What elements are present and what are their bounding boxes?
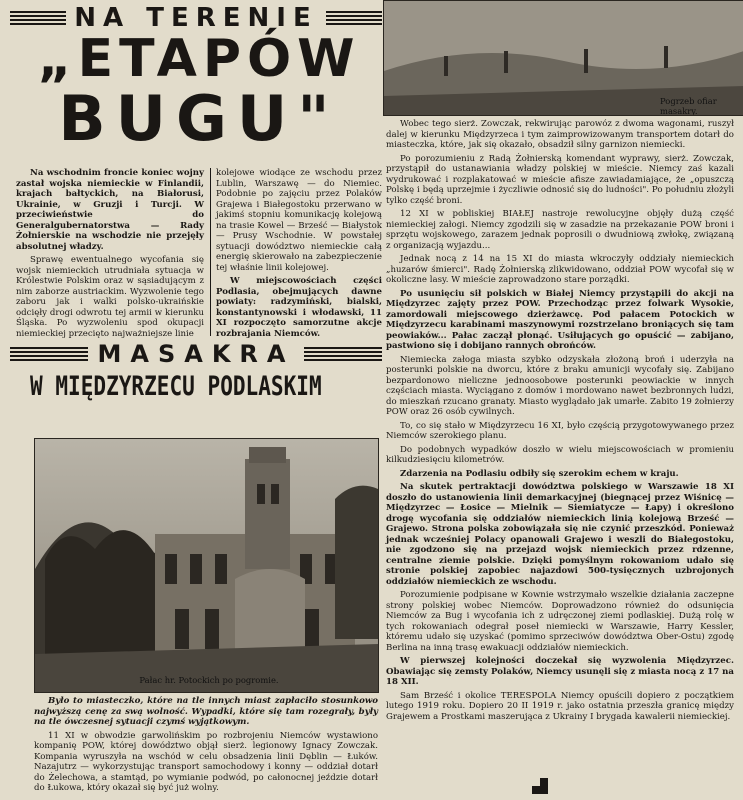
header-na-terenie: NA TERENIE (74, 3, 318, 33)
section-stripes-left (10, 347, 88, 361)
lead-paragraph: Było to miasteczko, które na tle innych miast zapłaciło stosunkowo najwyższą cenę za swą wolność. Wypadki, które się tam rozegrały, były na tle ówczesnej sytuacji czymś wyjątkowym. (34, 696, 378, 727)
funeral-photo-caption: Pogrzeb ofiar masakry. (660, 96, 717, 116)
right-column (386, 119, 734, 725)
header-stripes-left (10, 11, 66, 25)
intro-paragraph-2: Sprawę ewentualnego wycofania się wojsk niemieckich utrudniała sytuacja w Królestwie Polskim oraz w sąsiadującym z nim zaborze austriackim. Wyzwolenie tego zaboru jak i walki polsko-ukraińskie odcięły drogi odwrotu tej armii w kierunku Śląska. Po wyzwoleniu spod okupacji niemieckiej przecięto najważniejsze linie (16, 255, 204, 339)
column-divider (210, 168, 211, 336)
section-subtitle: W MIĘDZYRZECU PODLASKIM (30, 371, 322, 402)
right-paragraph-11: Porozumienie podpisane w Kownie wstrzymało wszelkie działania zaczepne strony polskiej wobec Niemców. Doprowadzono również do odsunięcia Niemców za Bug i wycofania ich z udręczonej ziemi podlaskiej. Dużą rolę w tych rokowaniach odegrał poseł niemiecki w Warszawie, Harry Kessler, któremu udało się uzyskać (pomimo sprzeciwów dowództwa Ober-Ostu) zgodę Berlina na inną trasę ewakuacji oddziałów niemieckich. (386, 590, 734, 653)
intro-right-column (216, 168, 382, 342)
intro-paragraph-3: kolejowe wiodące ze wschodu przez Lublin, Warszawę — do Niemiec. Podobnie po zajęciu przez Polaków Grajewa i Białegostoku przerwano w jakimś stopniu komunikację kolejową na trasie Kowel — Brześć — Białystok — Prusy Wschodnie. W powstałej sytuacji dowództwo niemieckie całą energię skierowało na zabezpieczenie tej właśnie linii kolejowej. (216, 168, 382, 273)
right-paragraph-12: W pierwszej kolejności doczekał się wyzwolenia Międzyrzec. Obawiając się zemsty Polaków, Niemcy usunęli się z miasta nocą z 17 na 18 XII. (386, 656, 734, 687)
left-bottom-text (34, 696, 378, 797)
intro-left-column (16, 168, 204, 342)
right-paragraph-1: Wobec tego sierż. Zowczak, rekwirując parowóz z dwoma wagonami, ruszył dalej w kierunku Międzyrzeca i tym zaimprowizowanym transportem dotarł do miasteczka, które, jak się okazało, obsadził silny garnizon niemiecki. (386, 119, 734, 150)
right-paragraph-7: To, co się stało w Międzyrzecu 16 XI, było częścią przygotowywanego przez Niemców szerokiego planu. (386, 420, 734, 441)
palace-photo-caption: Pałac hr. Potockich po pogromie. (139, 675, 279, 685)
header-stripes-right (326, 11, 382, 25)
header-bugu: BUGU" (58, 82, 340, 155)
right-paragraph-9: Zdarzenia na Podlasiu odbiły się szerokim echem w kraju. (400, 468, 679, 479)
right-paragraph-10: Na skutek pertraktacji dowództwa polskiego w Warszawie 18 XI doszło do ustanowienia linii demarkacyjnej (biegnącej przez Wiśnicę — Międzyrzec — Łosice — Mielnik — Siemiatycze — Łapy) i określono drogę wycofania się oddziałów niemieckich linią kolejową Brześć — Grajewo. Strona polska zobowiązała się nie czynić przeszkód. Ponieważ jednak wcześniej Polacy opanowali Grajewo i weszli do Białegostoku, nie zgodzono się na przejazd wojsk niemieckich przez rdzenne, centralne ziemie polskie. Dzięki pomyślnym rokowaniom udało się stronie polskiej zapobiec najazdowi 500-tysięcznych uzbrojonych oddziałów niemieckich ze wschodu. (386, 482, 734, 587)
right-paragraph-3: 12 XI w pobliskiej BIAŁEJ nastroje rewolucyjne objęły dużą część niemieckiej załogi. Niemcy zgodzili się w zasadzie na przekazanie POW broni i sprzętu wojskowego, zarazem jednak poprosili o dwudniową zwłokę, związaną z organizacją wyjazdu... (386, 209, 734, 251)
funeral-photo (383, 0, 743, 116)
end-mark-icon (532, 778, 548, 794)
right-paragraph-6: Niemiecka załoga miasta szybko odzyskała złożoną broń i uderzyła na posterunki polskie na dworcu, które z braku amunicji wycofały się. Zabijano bezpardonowo nieliczne jednoosobowe posterunki peowiackie w innych częściach miasta. Wyciągano z domów i mordowano nawet bezbronnych ludzi, do mieszkań rzucano granaty. Miasto wyglądało jak umarłe. Zabito 19 żołnierzy POW oraz 26 osób cywilnych. (386, 354, 734, 417)
palace-photo (34, 438, 379, 693)
right-paragraph-4: Jednak nocą z 14 na 15 XI do miasta wkroczyły oddziały niemieckich „huzarów śmierci". Radę Żołnierską zlikwidowano, oddział POW wycofał się w okoliczne lasy. W mieście zaprowadzono stare porządki. (386, 254, 734, 285)
section-title: MASAKRA (97, 340, 295, 368)
right-paragraph-13: Sam Brześć i okolice TERESPOLA Niemcy opuścili dopiero z początkiem lutego 1919 roku. Dopiero 20 II 1919 r. jako ostatnia przeszła granicę między Grajewem a Prostkami maszerująca z Ukrainy I brygada kawalerii niemieckiej. (386, 690, 734, 722)
right-paragraph-5: Po usunięciu sił polskich w Białej Niemcy przystąpili do akcji na Międzyrzec zajęty przez POW. Przechodząc przez folwark Wysokie, zamordowali miejscowego dzierżawcę. Pod pałacem Potockich w Międzyrzecu karabinami maszynowymi rozstrzelano broniących się tam peowiaków... Pałac zaczął płonąć. Usiłujących go opuścić — zabijano, pastwiono się i dobijano rannych obrońców. (386, 288, 734, 351)
header-etapow: „ETAPÓW (37, 29, 361, 89)
zowczak-paragraph: 11 XI w obwodzie garwolińskim po rozbrojeniu Niemców wystawiono kompanię POW, której dowództwo objął sierż. legionowy Ignacy Zowczak. Kompania wyruszyła na wschód w celu obsadzenia linii Dęblin — Łuków. Nazajutrz — wykorzystując transport samochodowy i konny — oddział dotarł do Żelechowa, a stamtąd, po wymianie podwód, po całonocnej jeździe dotarł do Łukowa, który okazał się być już wolny. (34, 730, 378, 793)
end-mark (532, 778, 548, 794)
section-stripes-right (304, 347, 382, 361)
intro-paragraph-4: W miejscowościach części Podlasia, obejmujących dawne powiaty: radzymiński, bialski, konstantynowski i włodawski, 11 XI rozpoczęto samorzutne akcje rozbrajania Niemców. (216, 276, 382, 339)
palace-ruins-image (35, 439, 378, 692)
section-title-bar (10, 340, 382, 368)
intro-paragraph-1: Na wschodnim froncie koniec wojny zastał wojska niemieckie w Finlandii, krajach bałtyckich, na Białorusi, Ukrainie, w Gruzji i Turcji. W przeciwieństwie do Generalgubernatorstwa — Rady Żołnierskie na wschodzie nie przejęły absolutnej władzy. (16, 168, 204, 252)
right-paragraph-8: Do podobnych wypadków doszło w wielu miejscowościach w promieniu kilkudziesięciu kilometrów. (386, 444, 734, 465)
right-paragraph-2: Po porozumieniu z Radą Żołnierską komendant wyprawy, sierż. Zowczak, przystąpił do ustanawiania władzy polskiej w mieście. Niemcy zaś kazali wydrukować i rozplakatować w mieście afisze zawiadamiające, że „opuszczą Polskę i będą uprzejmie i życzliwie odnosić się do ludności". Po południu złożyli tylko część broni. (386, 153, 734, 206)
